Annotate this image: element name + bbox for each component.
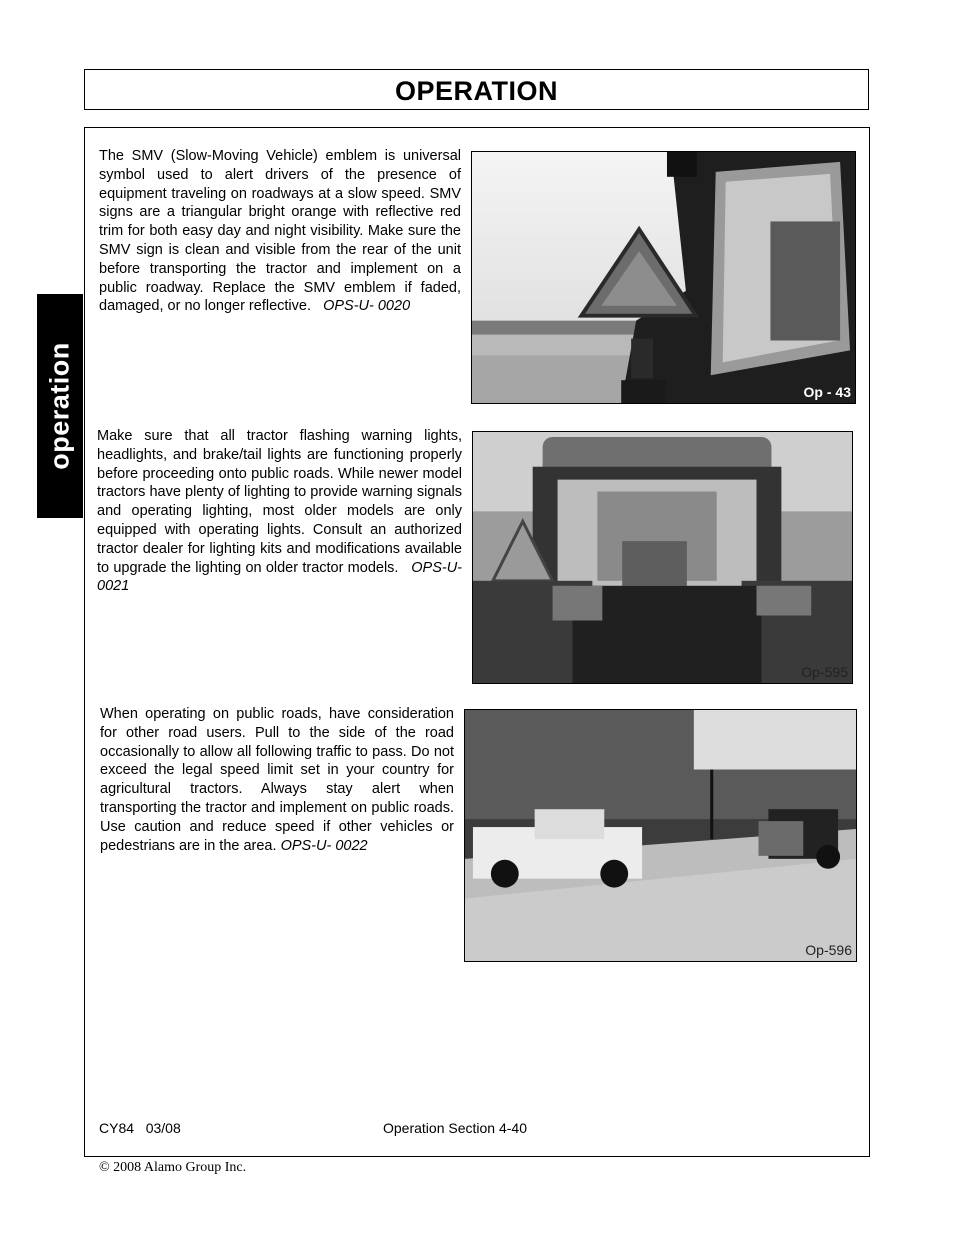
road-traffic-image — [465, 710, 856, 961]
smv-emblem-photo — [471, 151, 856, 404]
figure-label: Op - 43 — [803, 384, 851, 400]
page-title: OPERATION — [394, 76, 558, 106]
lighting-code: OPS-U- 0021 — [97, 559, 462, 595]
footer-section: Operation Section 4-40 — [383, 1120, 527, 1136]
figure-label: Op-595 — [801, 664, 848, 680]
smv-emblem-image — [472, 152, 855, 403]
public-roads-code: OPS-U- 0022 — [280, 837, 368, 854]
smv-code: OPS-U- 0020 — [323, 298, 411, 315]
lighting-paragraph — [97, 427, 462, 596]
smv-paragraph — [99, 147, 461, 316]
figure-label: Op-596 — [805, 942, 852, 958]
smv-text: The SMV (Slow-Moving Vehicle) emblem is universal symbol used to alert drivers of the presence of equipment traveling on roadways at a slow speed. SMV signs are a triangular bright orange with reflective red trim for both easy day and night visibility. Make sure the SMV sign is clean and visible from the rear of the unit before transporting the tractor and implement on a public roadway. Replace the SMV emblem if faded, damaged, or no longer reflective. — [99, 148, 461, 315]
page-header — [84, 69, 869, 110]
side-tab — [37, 294, 83, 518]
public-roads-text: When operating on public roads, have consideration for other road users. Pull to the side of the road occasionally to allow all following traffic to pass. Do not exceed the legal speed limit set in your country for agricultural tractors. Always stay alert when transporting the tractor and implement on public roads. Use caution and reduce speed if other vehicles or pedestrians are in the area. — [100, 706, 454, 854]
road-traffic-photo — [464, 709, 857, 962]
footer-model: CY84 03/08 — [99, 1120, 181, 1136]
tractor-lights-image — [473, 432, 852, 683]
public-roads-paragraph — [100, 705, 454, 855]
copyright: © 2008 Alamo Group Inc. — [99, 1160, 247, 1175]
side-tab-label: operation — [44, 342, 75, 470]
lighting-text: Make sure that all tractor flashing warning lights, headlights, and brake/tail lights are functioning properly before proceeding onto public roads. While newer model tractors have plenty of lighting to provide warning signals and operating lighting, most older models are only equipped with operating lights. Consult an authorized tractor dealer for lighting kits and modifications available to upgrade the lighting on older tractor models. — [97, 428, 462, 576]
tractor-lights-photo — [472, 431, 853, 684]
